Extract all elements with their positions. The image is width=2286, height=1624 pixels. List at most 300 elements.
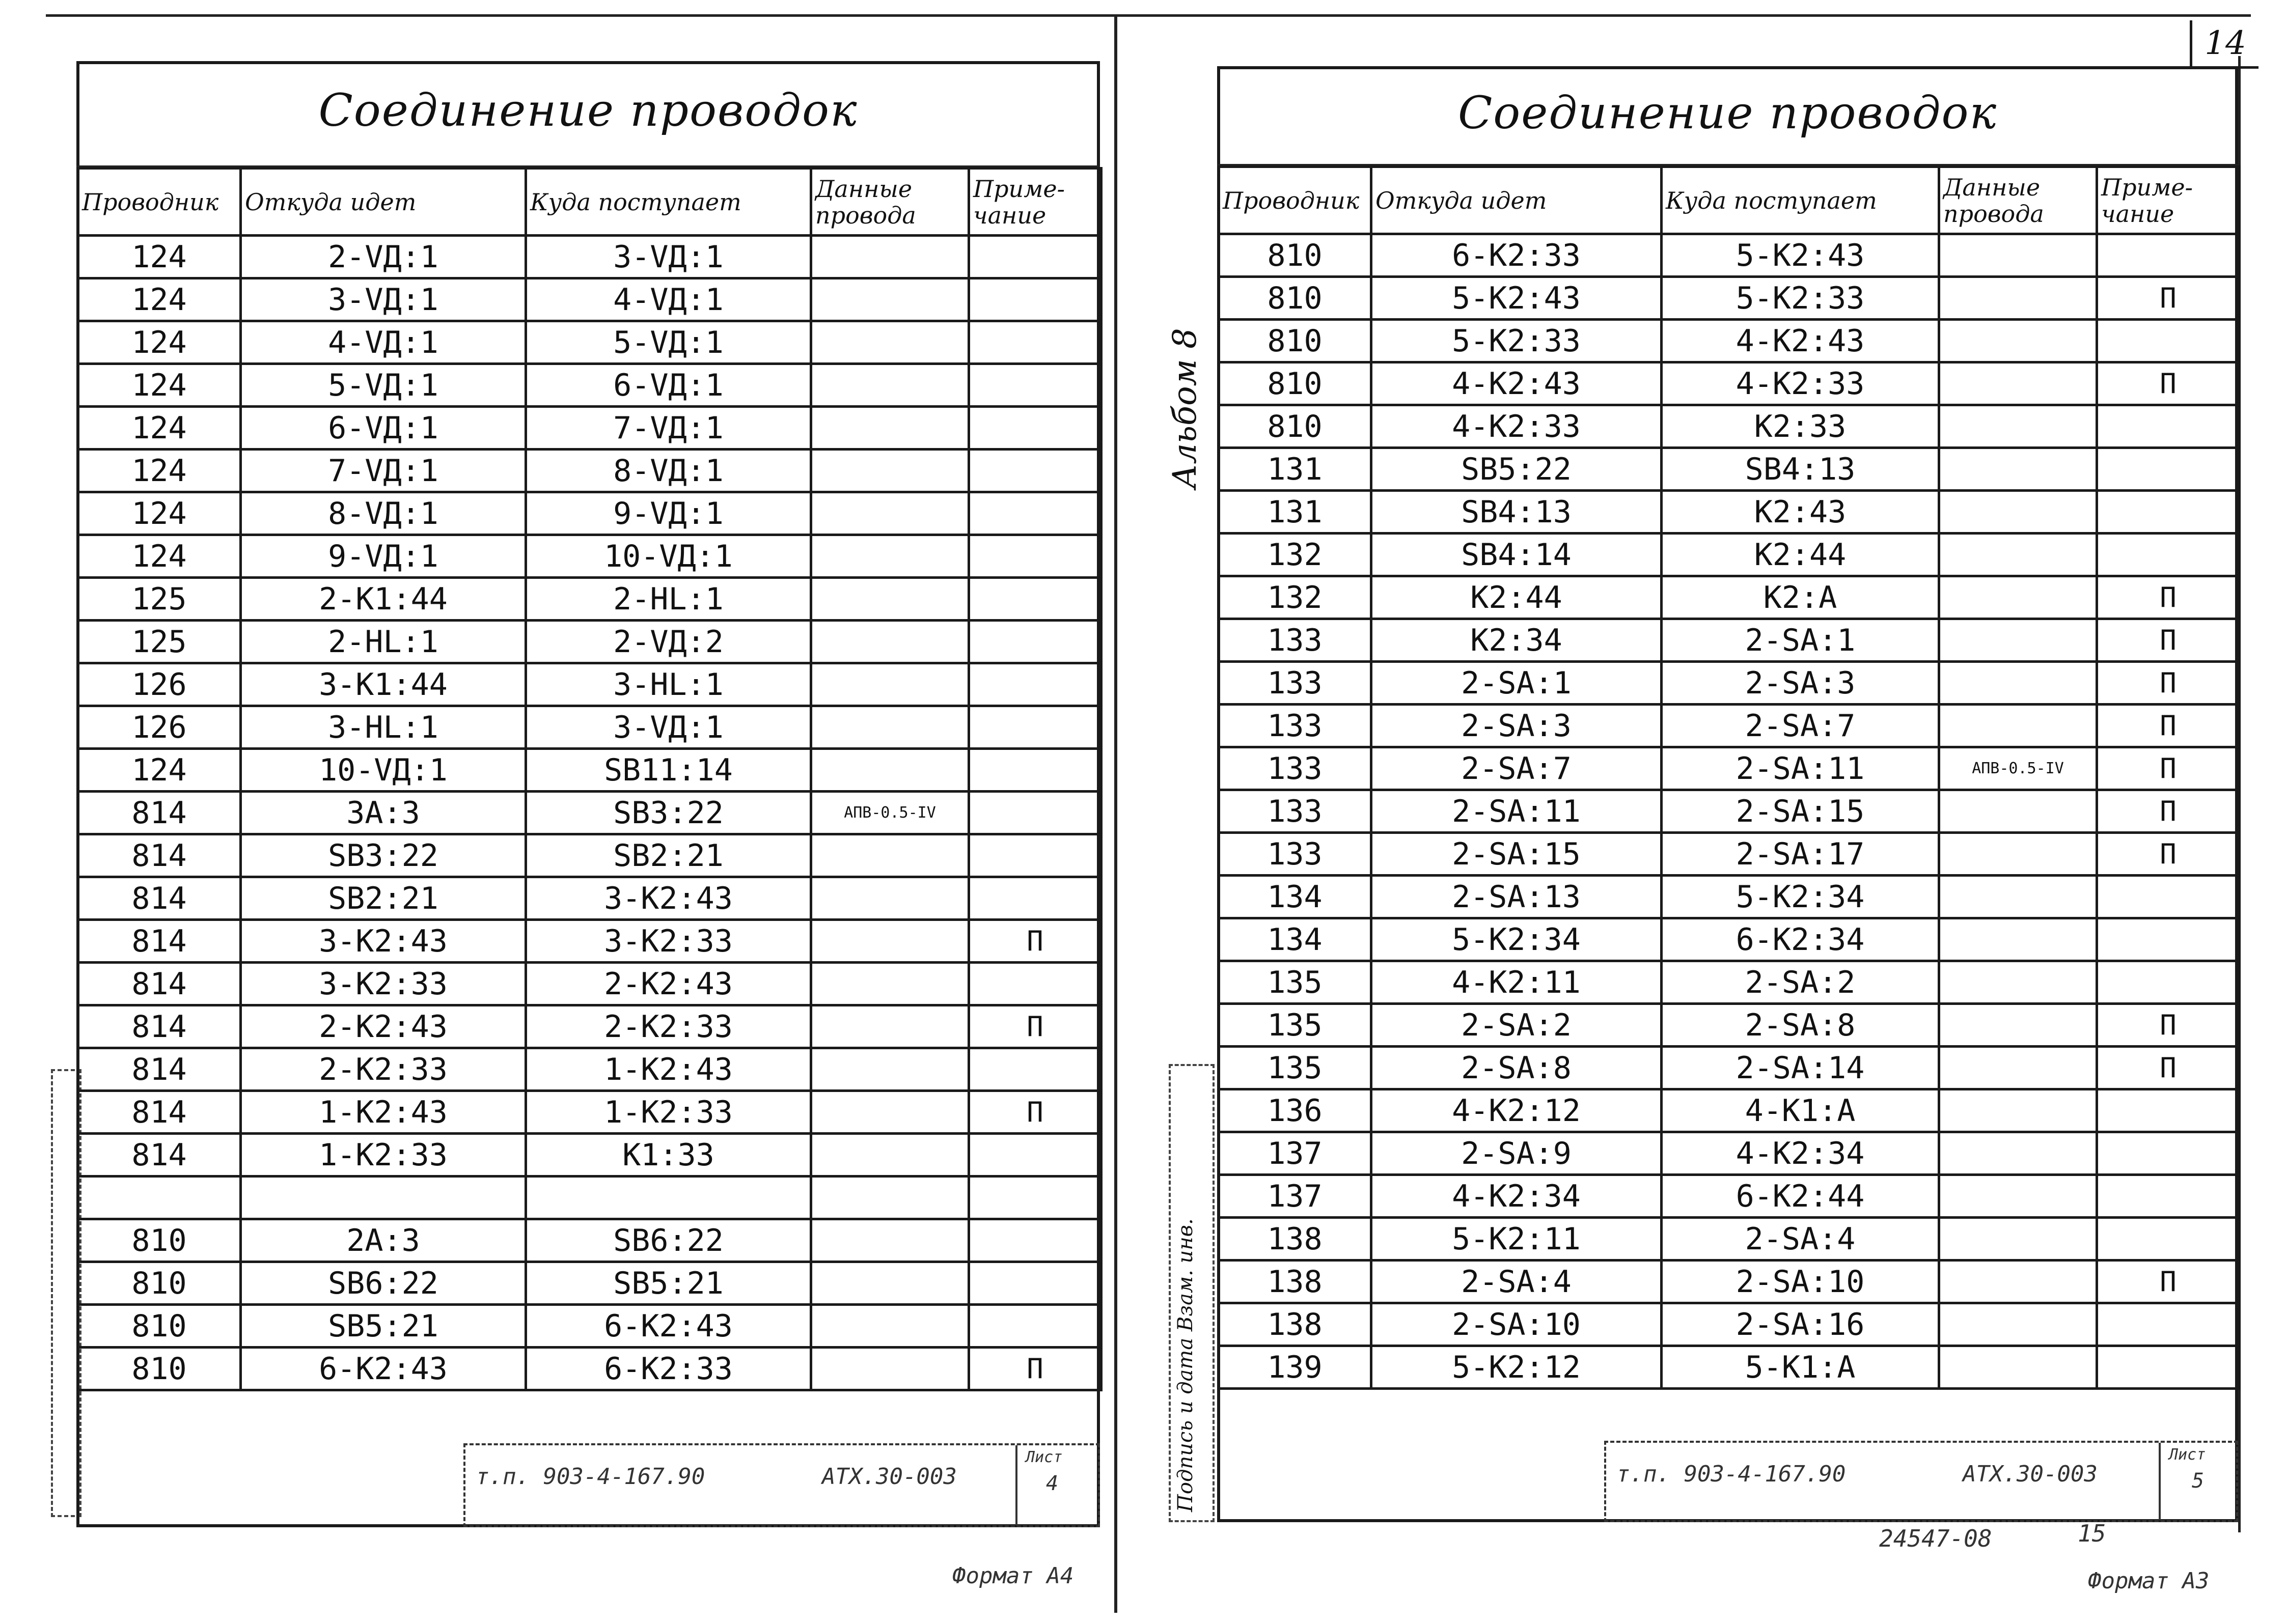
- cell-to: 9-VД:1: [526, 492, 811, 535]
- cell-from: SB5:21: [241, 1305, 526, 1348]
- cell-to: SB4:13: [1662, 448, 1939, 491]
- table-row: [1219, 1303, 2240, 1346]
- cell-from: 3A:3: [241, 792, 526, 834]
- cell-from: 4-K2:12: [1371, 1089, 1662, 1132]
- table-row: [1219, 747, 2240, 790]
- cell-wire-data: [811, 450, 969, 492]
- table-row: [78, 278, 1101, 321]
- right-stamp-sheet-number: 5: [2192, 1469, 2205, 1493]
- table-row: [1219, 1004, 2240, 1047]
- cell-from: 2-K1:44: [241, 578, 526, 621]
- cell-to: SB3:22: [526, 792, 811, 834]
- cell-note: [969, 621, 1101, 663]
- header-note: Приме-чание: [2097, 167, 2240, 234]
- cell-to: SB2:21: [526, 834, 811, 877]
- cell-wire-data: [811, 621, 969, 663]
- table-row: [1219, 320, 2240, 362]
- cell-wire-data: [1939, 1047, 2097, 1089]
- cell-wire-data: [811, 1219, 969, 1262]
- cell-wire-data: [1939, 448, 2097, 491]
- cell-to: 6-K2:44: [1662, 1175, 1939, 1218]
- cell-note: [969, 450, 1101, 492]
- cell-from: [241, 1177, 526, 1219]
- cell-from: 2-SA:9: [1371, 1132, 1662, 1175]
- cell-wire: 138: [1219, 1303, 1371, 1346]
- cell-wire: 124: [78, 535, 241, 578]
- cell-wire: 137: [1219, 1175, 1371, 1218]
- cell-note: [969, 1305, 1101, 1348]
- cell-wire-data: [811, 1048, 969, 1091]
- cell-note: [969, 663, 1101, 706]
- cell-wire: 124: [78, 749, 241, 792]
- cell-from: 2-SA:2: [1371, 1004, 1662, 1047]
- cell-wire: 124: [78, 278, 241, 321]
- right-sheet-title: Соединение проводок: [1457, 87, 1998, 139]
- cell-from: 6-K2:43: [241, 1348, 526, 1390]
- cell-note: П: [2097, 662, 2240, 705]
- cell-from: 2-SA:11: [1371, 790, 1662, 833]
- cell-to: 2-SA:3: [1662, 662, 1939, 705]
- cell-note: П: [969, 1091, 1101, 1134]
- table-row: [1219, 448, 2240, 491]
- right-stamp-divider: [2159, 1443, 2161, 1520]
- table-row: [1219, 918, 2240, 961]
- right-stamp-sheet-label: Лист: [2169, 1446, 2206, 1464]
- cell-from: K2:44: [1371, 576, 1662, 619]
- cell-wire: 131: [1219, 491, 1371, 534]
- cell-wire-data: [1939, 918, 2097, 961]
- cell-wire: 810: [1219, 234, 1371, 277]
- cell-wire: 136: [1219, 1089, 1371, 1132]
- cell-wire-data: [1939, 876, 2097, 918]
- cell-wire-data: [811, 749, 969, 792]
- cell-to: K2:A: [1662, 576, 1939, 619]
- header-from: Откуда идет: [241, 169, 526, 236]
- cell-wire: 814: [78, 920, 241, 963]
- cell-wire: 814: [78, 1005, 241, 1048]
- left-stamp-drawing-code: АТХ.30-003: [822, 1464, 957, 1490]
- cell-from: 9-VД:1: [241, 535, 526, 578]
- cell-note: [2097, 534, 2240, 576]
- cell-wire: [78, 1177, 241, 1219]
- cell-from: 2-SA:10: [1371, 1303, 1662, 1346]
- table-row: [78, 492, 1101, 535]
- cell-to: 2-SA:15: [1662, 790, 1939, 833]
- cell-to: 1-K2:33: [526, 1091, 811, 1134]
- cell-to: 4-K2:43: [1662, 320, 1939, 362]
- cell-from: 4-K2:34: [1371, 1175, 1662, 1218]
- cell-to: 5-K1:A: [1662, 1346, 1939, 1389]
- cell-note: [969, 749, 1101, 792]
- cell-to: 4-K2:33: [1662, 362, 1939, 405]
- table-row: [78, 1348, 1101, 1390]
- header-wire: Проводник: [78, 169, 241, 236]
- cell-note: [2097, 234, 2240, 277]
- cell-wire: 814: [78, 1134, 241, 1177]
- cell-to: SB5:21: [526, 1262, 811, 1305]
- table-row: [78, 1177, 1101, 1219]
- cell-to: 3-VД:1: [526, 706, 811, 749]
- cell-wire: 133: [1219, 833, 1371, 876]
- table-row: [78, 1262, 1101, 1305]
- cell-from: 2-K2:33: [241, 1048, 526, 1091]
- cell-to: 3-K2:43: [526, 877, 811, 920]
- cell-wire-data: [811, 1305, 969, 1348]
- cell-wire-data: [1939, 277, 2097, 320]
- table-row: [1219, 662, 2240, 705]
- cell-note: [969, 792, 1101, 834]
- cell-from: 5-K2:34: [1371, 918, 1662, 961]
- cell-from: 2-SA:4: [1371, 1261, 1662, 1303]
- table-row: [1219, 277, 2240, 320]
- cell-wire: 810: [78, 1348, 241, 1390]
- table-row: [78, 1305, 1101, 1348]
- cell-to: 2-SA:4: [1662, 1218, 1939, 1261]
- cell-note: [2097, 320, 2240, 362]
- cell-to: 6-K2:43: [526, 1305, 811, 1348]
- cell-to: 2-SA:10: [1662, 1261, 1939, 1303]
- cell-wire-data: [811, 1262, 969, 1305]
- right-stamp-drawing-code: АТХ.30-003: [1963, 1461, 2098, 1487]
- cell-from: SB3:22: [241, 834, 526, 877]
- table-row: [1219, 362, 2240, 405]
- cell-wire-data: [1939, 619, 2097, 662]
- cell-to: 7-VД:1: [526, 407, 811, 450]
- cell-wire: 138: [1219, 1218, 1371, 1261]
- cell-note: [2097, 918, 2240, 961]
- table-row: [1219, 234, 2240, 277]
- cell-wire: 124: [78, 321, 241, 364]
- table-row: [1219, 534, 2240, 576]
- right-sheet: [1217, 66, 2238, 1522]
- cell-wire-data: [811, 663, 969, 706]
- table-row: [1219, 405, 2240, 448]
- header-from: Откуда идет: [1371, 167, 1662, 234]
- cell-wire-data: [811, 834, 969, 877]
- cell-wire-data: [811, 236, 969, 278]
- table-row: [1219, 576, 2240, 619]
- cell-from: 2-VД:1: [241, 236, 526, 278]
- cell-note: П: [969, 1348, 1101, 1390]
- cell-from: 4-VД:1: [241, 321, 526, 364]
- cell-wire-data: [1939, 534, 2097, 576]
- archive-number: 24547-08: [1879, 1525, 1992, 1552]
- cell-to: 2-SA:2: [1662, 961, 1939, 1004]
- cell-to: 4-K1:A: [1662, 1089, 1939, 1132]
- cell-to: 5-K2:43: [1662, 234, 1939, 277]
- cell-note: [969, 407, 1101, 450]
- cell-note: [2097, 1303, 2240, 1346]
- left-stamp-divider: [1015, 1445, 1017, 1525]
- cell-from: K2:34: [1371, 619, 1662, 662]
- table-row: [1219, 705, 2240, 747]
- cell-from: 5-K2:12: [1371, 1346, 1662, 1389]
- cell-wire-data: [811, 278, 969, 321]
- right-stamp-project-code: т.п. 903-4-167.90: [1616, 1461, 1846, 1487]
- cell-wire: 132: [1219, 534, 1371, 576]
- cell-from: 2-SA:1: [1371, 662, 1662, 705]
- table-row: [78, 1048, 1101, 1091]
- cell-note: [2097, 491, 2240, 534]
- cell-note: [2097, 448, 2240, 491]
- cell-wire-data: [811, 364, 969, 407]
- cell-note: [969, 364, 1101, 407]
- cell-wire-data: [1939, 961, 2097, 1004]
- cell-wire-data: [811, 1134, 969, 1177]
- cell-wire-data: [1939, 833, 2097, 876]
- cell-wire: 137: [1219, 1132, 1371, 1175]
- cell-wire-data: [1939, 234, 2097, 277]
- cell-wire: 810: [1219, 277, 1371, 320]
- cell-from: SB2:21: [241, 877, 526, 920]
- table-row: [78, 749, 1101, 792]
- cell-note: П: [2097, 619, 2240, 662]
- cell-wire-data: АПВ-0.5-IV: [1939, 747, 2097, 790]
- cell-from: 6-VД:1: [241, 407, 526, 450]
- cell-from: 1-K2:43: [241, 1091, 526, 1134]
- cell-note: [2097, 1175, 2240, 1218]
- table-row: [78, 663, 1101, 706]
- cell-from: SB4:14: [1371, 534, 1662, 576]
- right-title-block: [1604, 1441, 2238, 1522]
- cell-wire-data: [1939, 1346, 2097, 1389]
- cell-from: 2-SA:8: [1371, 1047, 1662, 1089]
- cell-note: [969, 1048, 1101, 1091]
- cell-to: K2:33: [1662, 405, 1939, 448]
- cell-to: [526, 1177, 811, 1219]
- cell-from: SB4:13: [1371, 491, 1662, 534]
- cell-wire: 133: [1219, 662, 1371, 705]
- cell-wire: 138: [1219, 1261, 1371, 1303]
- cell-to: 5-VД:1: [526, 321, 811, 364]
- cell-to: 8-VД:1: [526, 450, 811, 492]
- cell-note: [969, 236, 1101, 278]
- cell-to: K2:43: [1662, 491, 1939, 534]
- cell-wire: 135: [1219, 1004, 1371, 1047]
- cell-from: 1-K2:33: [241, 1134, 526, 1177]
- cell-to: 6-K2:33: [526, 1348, 811, 1390]
- cell-note: П: [2097, 1261, 2240, 1303]
- cell-wire: 133: [1219, 619, 1371, 662]
- cell-note: [969, 706, 1101, 749]
- cell-note: [969, 278, 1101, 321]
- header-note: Приме-чание: [969, 169, 1101, 236]
- cell-to: K1:33: [526, 1134, 811, 1177]
- cell-wire: 810: [1219, 405, 1371, 448]
- cell-wire-data: [811, 321, 969, 364]
- table-row: [1219, 1218, 2240, 1261]
- table-row: [78, 877, 1101, 920]
- table-row: [78, 834, 1101, 877]
- cell-from: 4-K2:33: [1371, 405, 1662, 448]
- cell-wire-data: [1939, 705, 2097, 747]
- cell-note: П: [969, 920, 1101, 963]
- cell-note: [2097, 1346, 2240, 1389]
- cell-wire-data: [1939, 1089, 2097, 1132]
- cell-wire: 124: [78, 450, 241, 492]
- cell-wire: 124: [78, 407, 241, 450]
- cell-note: [969, 492, 1101, 535]
- cell-from: 7-VД:1: [241, 450, 526, 492]
- cell-to: 2-K2:33: [526, 1005, 811, 1048]
- cell-wire-data: [1939, 662, 2097, 705]
- cell-wire-data: АПВ-0.5-IV: [811, 792, 969, 834]
- cell-note: П: [2097, 747, 2240, 790]
- cell-wire-data: [1939, 320, 2097, 362]
- cell-note: П: [2097, 1004, 2240, 1047]
- cell-wire: 134: [1219, 876, 1371, 918]
- cell-to: K2:44: [1662, 534, 1939, 576]
- cell-wire-data: [1939, 1218, 2097, 1261]
- table-row: [1219, 491, 2240, 534]
- cell-note: [2097, 961, 2240, 1004]
- cell-wire-data: [1939, 362, 2097, 405]
- table-row: [1219, 1346, 2240, 1389]
- cell-to: 3-VД:1: [526, 236, 811, 278]
- left-title-block: [463, 1443, 1100, 1527]
- table-row: [78, 792, 1101, 834]
- table-row: [1219, 1132, 2240, 1175]
- right-wire-table: [1217, 165, 2241, 1390]
- cell-wire: 124: [78, 236, 241, 278]
- left-sheet-title: Соединение проводок: [318, 84, 858, 136]
- table-row: [78, 321, 1101, 364]
- cell-from: 8-VД:1: [241, 492, 526, 535]
- cell-note: [2097, 1132, 2240, 1175]
- cell-note: П: [2097, 576, 2240, 619]
- cell-wire-data: [1939, 405, 2097, 448]
- cell-to: SB11:14: [526, 749, 811, 792]
- cell-wire: 131: [1219, 448, 1371, 491]
- table-row: [1219, 876, 2240, 918]
- cell-note: [2097, 876, 2240, 918]
- cell-wire-data: [811, 1348, 969, 1390]
- left-wire-table: [76, 167, 1103, 1391]
- left-stamp-sheet-label: Лист: [1026, 1448, 1063, 1466]
- cell-wire: 814: [78, 963, 241, 1005]
- cell-from: 4-K2:11: [1371, 961, 1662, 1004]
- table-row: [78, 1091, 1101, 1134]
- cell-wire-data: [1939, 1261, 2097, 1303]
- cell-to: 2-SA:8: [1662, 1004, 1939, 1047]
- cell-wire: 814: [78, 1091, 241, 1134]
- cell-note: [2097, 405, 2240, 448]
- table-row: [1219, 1047, 2240, 1089]
- cell-wire: 810: [78, 1262, 241, 1305]
- cell-wire-data: [1939, 1303, 2097, 1346]
- cell-from: 3-K1:44: [241, 663, 526, 706]
- center-fold-line: [1114, 14, 1117, 1613]
- header-to: Куда поступает: [1662, 167, 1939, 234]
- header-to: Куда поступает: [526, 169, 811, 236]
- cell-to: 4-K2:34: [1662, 1132, 1939, 1175]
- cell-note: П: [2097, 277, 2240, 320]
- cell-from: SB6:22: [241, 1262, 526, 1305]
- cell-wire: 814: [78, 877, 241, 920]
- cell-from: 2-SA:15: [1371, 833, 1662, 876]
- table-row: [78, 1219, 1101, 1262]
- cell-from: 4-K2:43: [1371, 362, 1662, 405]
- cell-wire: 814: [78, 792, 241, 834]
- cell-note: [969, 321, 1101, 364]
- cell-note: [969, 535, 1101, 578]
- cell-note: П: [969, 1005, 1101, 1048]
- cell-wire-data: [1939, 790, 2097, 833]
- cell-to: 2-K2:43: [526, 963, 811, 1005]
- cell-to: 4-VД:1: [526, 278, 811, 321]
- cell-from: 3-K2:43: [241, 920, 526, 963]
- cell-wire-data: [811, 1091, 969, 1134]
- cell-from: 2-SA:3: [1371, 705, 1662, 747]
- cell-wire: 135: [1219, 961, 1371, 1004]
- left-sheet: [76, 61, 1100, 1527]
- table-row: [1219, 790, 2240, 833]
- table-row: [1219, 1261, 2240, 1303]
- cell-from: SB5:22: [1371, 448, 1662, 491]
- cell-from: 3-VД:1: [241, 278, 526, 321]
- left-stamp-sheet-number: 4: [1046, 1472, 1059, 1495]
- cell-wire: 126: [78, 663, 241, 706]
- cell-wire-data: [811, 963, 969, 1005]
- cell-to: 6-VД:1: [526, 364, 811, 407]
- cell-note: [2097, 1218, 2240, 1261]
- cell-note: [969, 1134, 1101, 1177]
- table-row: [78, 450, 1101, 492]
- table-row: [78, 578, 1101, 621]
- cell-wire-data: [811, 1005, 969, 1048]
- cell-from: 2-SA:13: [1371, 876, 1662, 918]
- table-row: [78, 364, 1101, 407]
- cell-wire: 810: [78, 1219, 241, 1262]
- cell-from: 3-K2:33: [241, 963, 526, 1005]
- cell-note: [969, 1219, 1101, 1262]
- left-format-note: Формат А4: [952, 1563, 1074, 1589]
- page-tab: 14: [2190, 20, 2259, 69]
- cell-wire-data: [1939, 1132, 2097, 1175]
- cell-wire: 139: [1219, 1346, 1371, 1389]
- table-row: [78, 963, 1101, 1005]
- table-row: [1219, 619, 2240, 662]
- cell-wire: 133: [1219, 705, 1371, 747]
- cell-wire: 133: [1219, 790, 1371, 833]
- cell-to: 1-K2:43: [526, 1048, 811, 1091]
- right-format-note: Формат А3: [2088, 1568, 2210, 1594]
- cell-to: 2-SA:7: [1662, 705, 1939, 747]
- table-row: [1219, 1089, 2240, 1132]
- cell-wire: 125: [78, 578, 241, 621]
- cell-wire-data: [811, 706, 969, 749]
- cell-wire: 134: [1219, 918, 1371, 961]
- cell-wire-data: [811, 407, 969, 450]
- cell-wire-data: [811, 535, 969, 578]
- cell-wire: 125: [78, 621, 241, 663]
- cell-wire-data: [811, 1177, 969, 1219]
- cell-from: 5-K2:33: [1371, 320, 1662, 362]
- cell-to: 5-K2:34: [1662, 876, 1939, 918]
- cell-note: [969, 963, 1101, 1005]
- cell-to: 2-SA:1: [1662, 619, 1939, 662]
- table-row: [78, 706, 1101, 749]
- header-wire: Проводник: [1219, 167, 1371, 234]
- cell-wire-data: [811, 492, 969, 535]
- cell-to: SB6:22: [526, 1219, 811, 1262]
- cell-wire: 814: [78, 834, 241, 877]
- cell-wire-data: [1939, 1004, 2097, 1047]
- table-row: [1219, 1175, 2240, 1218]
- table-row: [78, 621, 1101, 663]
- cell-to: 3-K2:33: [526, 920, 811, 963]
- cell-wire: 124: [78, 364, 241, 407]
